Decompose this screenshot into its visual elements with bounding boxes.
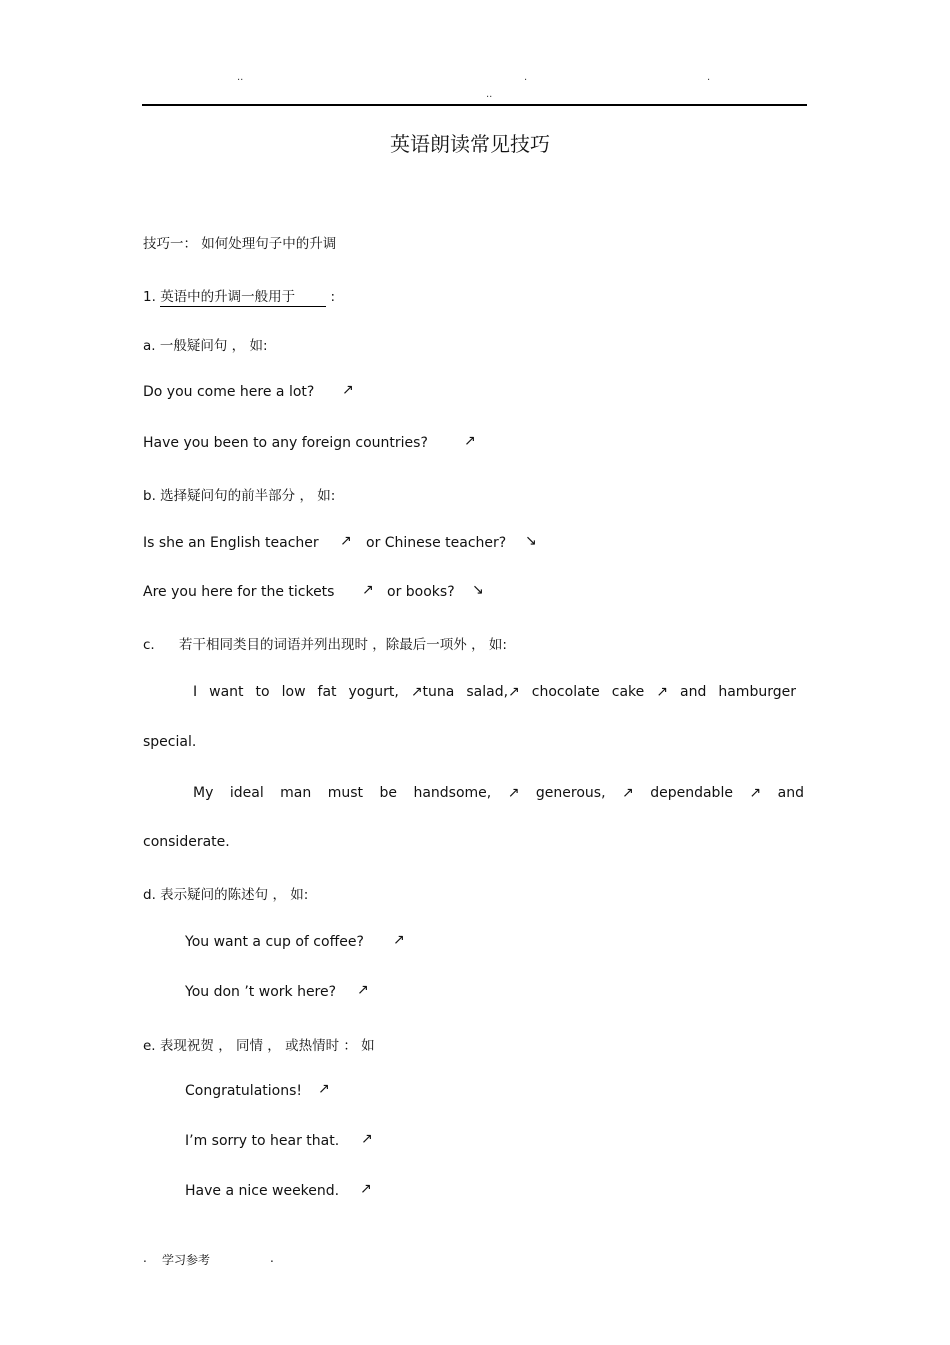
word: hamburger (718, 684, 796, 700)
word: and (777, 785, 804, 801)
word: generous, (535, 785, 606, 801)
example-text: considerate. (143, 834, 230, 850)
item-a-text: 一般疑问句 ， 如: (159, 338, 268, 354)
header-rule (142, 104, 807, 106)
word: want (209, 684, 244, 700)
rising-arrow-icon: ↗ (357, 982, 369, 998)
example-text: Have a nice weekend. (185, 1183, 340, 1199)
item-b-text: 选择疑问句的前半部分 ， 如: (160, 488, 336, 504)
header-dot: . (524, 72, 528, 83)
word: salad,↗ (466, 684, 520, 700)
example-text: You want a cup of coffee? (185, 934, 364, 950)
item-d-label: d. (143, 887, 156, 903)
word: cake (611, 684, 645, 700)
header-dot: .. (237, 72, 244, 83)
falling-arrow-icon: ↘ (525, 533, 537, 549)
rising-arrow-icon: ↗ (622, 785, 634, 801)
footer-text: 学习参考 (162, 1253, 211, 1267)
word: and (680, 684, 707, 700)
item-e-label: e. (143, 1038, 156, 1054)
example-text: special. (143, 734, 197, 750)
rising-arrow-icon: ↗ (318, 1081, 330, 1097)
word: I (193, 684, 198, 700)
rising-arrow-icon: ↗ (393, 932, 405, 948)
example-justified-line (193, 785, 804, 801)
rising-arrow-icon: ↗ (342, 382, 354, 398)
word: yogurt, (348, 684, 399, 700)
item-b-label: b. (143, 488, 156, 504)
item-c-text: 若干相同类目的词语并列出现时 ，除最后一项外 ， 如: (179, 637, 507, 653)
word: dependable (650, 785, 733, 801)
point-1 (143, 285, 335, 307)
example-text: Is she an English teacher (143, 535, 319, 551)
rising-arrow-icon: ↗ (340, 533, 352, 549)
example-justified-line (193, 684, 796, 700)
example-text: Are you here for the tickets (143, 584, 335, 600)
page-title: 英语朗读常见技巧 (390, 132, 550, 156)
word: My (193, 785, 214, 801)
example-text: Do you come here a lot? (143, 384, 315, 400)
example-text: You don ’t work here? (185, 984, 337, 1000)
example-text: Congratulations! (185, 1083, 302, 1099)
rising-arrow-icon: ↗ (656, 684, 669, 700)
item-e (143, 1034, 375, 1054)
item-a-label: a. (143, 338, 156, 354)
word: chocolate (531, 684, 600, 700)
example-text: or books? (387, 584, 455, 600)
item-d-text: 表示疑问的陈述句 ， 如: (160, 887, 309, 903)
falling-arrow-icon: ↘ (472, 582, 484, 598)
rising-arrow-icon: ↗ (360, 1181, 372, 1197)
item-b (143, 484, 335, 504)
item-e-text: 表现祝贺 ， 同情 ， 或热情时 ： 如 (159, 1038, 375, 1054)
rising-arrow-icon: ↗ (362, 582, 374, 598)
word: ↗tuna (410, 684, 455, 700)
word: handsome, (413, 785, 492, 801)
header-dot: . (707, 72, 711, 83)
example-text: I’m sorry to hear that. (185, 1133, 340, 1149)
word: ideal (229, 785, 264, 801)
example-text: or Chinese teacher? (366, 535, 507, 551)
point-1-colon: : (330, 289, 336, 305)
point-1-number: 1. (143, 289, 156, 305)
item-d (143, 883, 308, 903)
footer-dot: . (270, 1251, 274, 1265)
word: man (280, 785, 312, 801)
point-1-text: 英语中的升调一般用于 (160, 285, 326, 307)
rising-arrow-icon: ↗ (507, 785, 520, 801)
word: to (255, 684, 270, 700)
word: fat (317, 684, 337, 700)
item-a (143, 334, 268, 354)
rising-arrow-icon: ↗ (749, 785, 762, 801)
example-text: Have you been to any foreign countries? (143, 435, 428, 451)
item-c (143, 633, 507, 653)
word: low (281, 684, 306, 700)
item-c-label: c. (143, 637, 155, 653)
footer-dot: . (143, 1251, 147, 1265)
section-heading: 技巧一： 如何处理句子中的升调 (143, 236, 337, 252)
header-dot: .. (486, 89, 493, 100)
rising-arrow-icon: ↗ (361, 1131, 373, 1147)
word: be (379, 785, 397, 801)
word: must (327, 785, 364, 801)
rising-arrow-icon: ↗ (464, 433, 476, 449)
